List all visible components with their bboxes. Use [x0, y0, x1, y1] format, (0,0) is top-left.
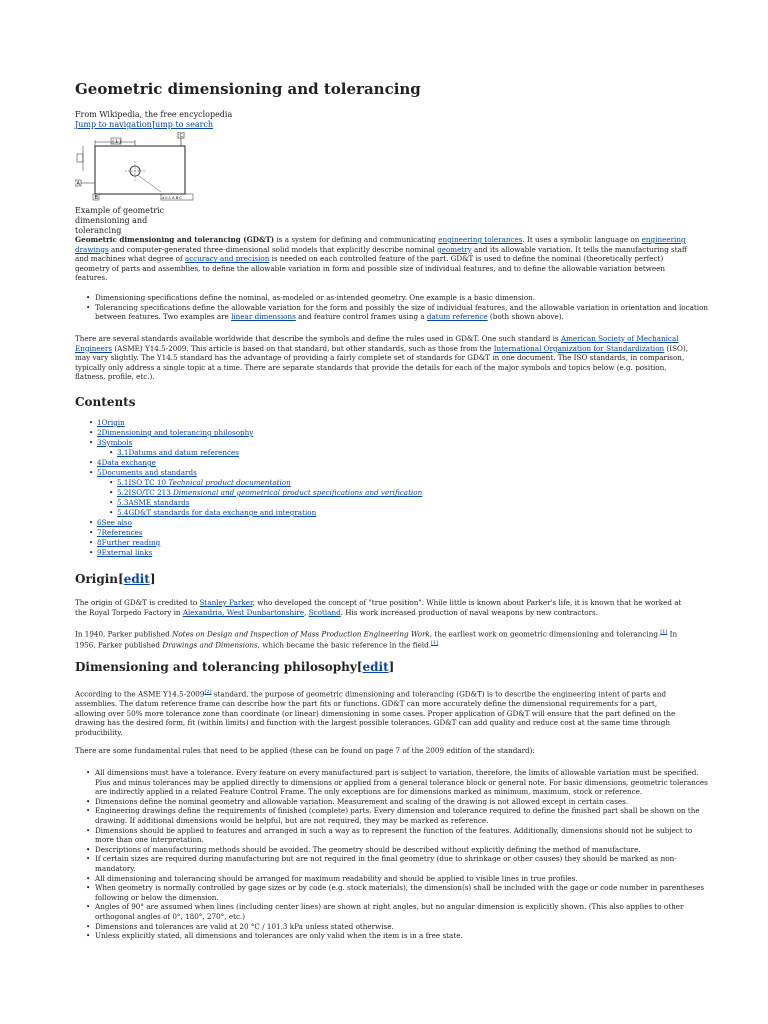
stanley-parker-link[interactable]: Stanley Parker: [199, 598, 253, 607]
reference-link[interactable]: [1]: [431, 639, 439, 646]
toc-item-symbols[interactable]: • 3Symbols: [91, 438, 422, 448]
list-item: • Engineering drawings define the requirements of finished (complete) parts. Every dimension and tolerance required to define the finished part shall be shown on the drawing. If additional dimensions would be helpful, but are not required, they may be marked as reference.: [95, 806, 710, 825]
philosophy-edit-link[interactable]: edit: [362, 660, 389, 674]
toc-item-asme-standards[interactable]: • 5.3ASME standards: [91, 498, 422, 508]
philosophy-paragraph-1: According to the ASME Y14.5-2009[2] standard, the purpose of geometric dimensioning and tolerancing (GD&T) is to describe the engineering intent of parts and assemblies. The datum reference frame can describe how the part fits or functions. GD&T can more accurately define the dimensional requirements for a part, allowing over 50% more tolerance zone than coordinate (or linear) dimensioning in some cases. Proper application of GD&T will ensure that the part defined on the drawing has the desired form, fit (within limits) and function with the largest possible tolerances. GD&T can add quality and reduce cost at the same time through producibility.: [75, 689, 676, 737]
origin-heading: Origin[edit]: [75, 572, 156, 586]
toc-item-see-also[interactable]: • 6See also: [91, 518, 422, 528]
geometry-link[interactable]: geometry: [437, 244, 472, 254]
fundamental-rules-list: [75, 768, 710, 941]
list-item: • Dimensions should be applied to features and arranged in such a way as to represent the function of the features. Additionally, dimensions should not be subject to more than one interpretation.: [95, 826, 710, 845]
datum-b-label: B: [94, 195, 98, 201]
intro-bold-term: Geometric dimensioning and tolerancing (GD&T): [75, 235, 275, 244]
engineering-tolerances-link[interactable]: engineering tolerances: [438, 235, 523, 244]
toc-item-origin[interactable]: • 1Origin: [91, 418, 422, 428]
intro-paragraph: [75, 235, 690, 283]
toc-item-gdt-data-exchange[interactable]: • 5.4GD&T standards for data exchange and integration: [91, 508, 422, 518]
jump-to-navigation-link[interactable]: Jump to navigation: [75, 120, 152, 129]
jump-links: [75, 120, 213, 129]
list-item: • Angles of 90° are assumed when lines (including center lines) are shown at right angles, but no angular dimension is explicitly shown. (This also applies to other orthogonal angles of 0°, 180°, 270°, etc.): [95, 902, 710, 921]
intro-text: and its allowable variation. It tells the manufacturing staff and machines what degree of: [75, 244, 687, 264]
list-item: • When geometry is normally controlled by gage sizes or by code (e.g. stock materials), the dimension(s) shall be included with the gage or code number in parentheses following or below the dimension.: [95, 883, 710, 902]
toc-item-documents-standards[interactable]: • 5Documents and standards: [91, 468, 422, 478]
datum-c-label: C: [179, 133, 183, 139]
list-item: • Descriptions of manufacturing methods should be avoided. The geometry should be described without explicitly defining the method of manufacture.: [95, 845, 710, 855]
reference-link[interactable]: [2]: [204, 689, 212, 695]
engineering-drawings-link[interactable]: engineering drawings: [75, 235, 686, 254]
origin-paragraph-2: In 1940, Parker published Notes on Design and Inspection of Mass Production Engineering Work, the earliest work on geometric dimensioning and tolerancing.[1] In 1956, Parker published Drawings and Dimensions, which became the basic reference in the field.[1]: [75, 629, 678, 650]
list-item: • All dimensions must have a tolerance. Every feature on every manufactured part is subject to variation, therefore, the limits of allowable variation must be specified. Plus and minus tolerances may be applied directly to dimensions or applied from a general tolerance block or general note. For basic dimensions, geometric tolerances are indirectly applied in a related Feature Control Frame. The only exceptions are for dimensions marked as minimum, maximum, stock or reference.: [95, 768, 710, 797]
datum-reference-link[interactable]: datum reference: [426, 312, 488, 322]
origin-edit-link[interactable]: edit: [123, 572, 150, 586]
reference-link[interactable]: [1]: [660, 629, 668, 635]
gdt-drawing-image: [75, 132, 195, 204]
intro-text: is a system for defining and communicating: [274, 235, 439, 244]
list-item: • All dimensioning and tolerancing should be arranged for maximum readability and should be applied to visible lines in true profiles.: [95, 874, 710, 884]
origin-heading-text: Origin: [75, 572, 119, 586]
toc-item-datums[interactable]: • 3.1Datums and datum references: [91, 448, 422, 458]
toc-item-references[interactable]: • 7References: [91, 528, 422, 538]
linear-dimensions-link[interactable]: linear dimensions: [231, 312, 296, 322]
dimension-box-label: [ 1 ]: [112, 139, 121, 144]
accuracy-precision-link[interactable]: accuracy and precision: [184, 254, 270, 264]
figure-caption: [75, 206, 195, 236]
feature-control-frame-label: ⌀ 0.1 A B C: [162, 196, 182, 200]
para-text: (ASME) Y14.5-2009. This article is based on that standard, but other standards, such as those from the: [112, 343, 494, 353]
para-text: There are several standards available worldwide that describe the symbols and define the rules used in GD&T. One such standard is: [75, 334, 561, 343]
toc-item-iso-tc213[interactable]: • 5.2ISO/TC 213 Dimensional and geometrical product specifications and verification: [91, 488, 422, 498]
origin-paragraph-1: The origin of GD&T is credited to Stanley Parker, who developed the concept of "true position". While little is known about Parker's life, it is known that he worked at the Royal Torpedo Factory in Alexandria, West Dunbartonshire, Scotland. His work increased production of naval weapons by new contractors.: [75, 598, 682, 617]
list-item: [95, 293, 710, 303]
toc-item-data-exchange[interactable]: • 4Data exchange: [91, 458, 422, 468]
intro-text: and computer-generated three-dimensional solid models that explicitly describe nominal: [108, 244, 438, 254]
bullet-text: Tolerancing specifications define the allowable variation for the form and possibly the size of individual features, and the allowable variation in orientation and location between features. Two examples are: [95, 302, 709, 322]
philosophy-heading-text: Dimensioning and tolerancing philosophy: [75, 660, 357, 674]
table-of-contents: [91, 418, 422, 558]
scotland-link[interactable]: Scotland: [308, 607, 341, 617]
intro-text: is needed on each controlled feature of the part. GD&T is used to define the nominal (theoretically perfect) geometry of parts and assemblies, to define the allowable variation in form and possible size of individual features, and to define the allowable variation between features.: [75, 254, 666, 283]
standards-paragraph: [75, 334, 690, 382]
bullet-text: Dimensioning specifications define the nominal, as-modeled or as-intended geometry. One example is a basic dimension.: [95, 293, 536, 302]
para-text: (ISO), may vary slightly. The Y14.5 standard has the advantage of providing a fairly complete set of standards for GD&T in one document. The ISO standards, in comparison, typically only address a single topic at a time. There are separate standards that provide the details for each of the major symbols and topics below (e.g. position, flatness, profile, etc.).: [75, 343, 689, 382]
list-item: • If certain sizes are required during manufacturing but are not required in the final geometry (due to shrinkage or other causes) they should be marked as non-mandatory.: [95, 854, 710, 873]
contents-heading: Contents: [75, 395, 136, 409]
gdt-example-figure[interactable]: [75, 132, 195, 208]
bullet-text: and feature control frames using a: [295, 312, 427, 322]
page-title: Geometric dimensioning and tolerancing: [75, 80, 421, 98]
list-item: • Unless explicitly stated, all dimensions and tolerances are only valid when the item is in a free state.: [95, 931, 710, 941]
list-item: • Dimensions define the nominal geometry and allowable variation. Measurement and scaling of the drawing is not allowed except in certain cases.: [95, 797, 710, 807]
figure-caption-line1: Example of geometric: [75, 206, 165, 215]
asme-link[interactable]: American Society of Mechanical Engineers: [75, 334, 679, 353]
list-item: [95, 303, 710, 322]
intro-bullet-list: [75, 293, 710, 322]
list-item: • Dimensions and tolerances are valid at 20 °C / 101.3 kPa unless stated otherwise.: [95, 922, 710, 932]
philosophy-paragraph-2: There are some fundamental rules that need to be applied (these can be found on page 7 of the 2009 edition of the standard):: [75, 746, 535, 755]
iso-link[interactable]: International Organization for Standardization: [493, 343, 665, 353]
alexandria-link[interactable]: Alexandria, West Dunbartonshire: [182, 607, 305, 617]
from-wikipedia: From Wikipedia, the free encyclopedia: [75, 110, 233, 119]
toc-item-further-reading[interactable]: • 8Further reading: [91, 538, 422, 548]
figure-caption-line2: dimensioning and tolerancing: [75, 216, 148, 235]
philosophy-heading: Dimensioning and tolerancing philosophy[edit]: [75, 660, 395, 674]
toc-item-external-links[interactable]: • 9External links: [91, 548, 422, 558]
intro-text: . It uses a symbolic language on: [522, 235, 642, 244]
bullet-text: (both shown above).: [487, 312, 564, 322]
toc-item-philosophy[interactable]: • 2Dimensioning and tolerancing philosophy: [91, 428, 422, 438]
datum-a-label: A: [76, 181, 80, 187]
toc-item-iso-tc10[interactable]: • 5.1ISO TC 10 Technical product documentation: [91, 478, 422, 488]
jump-to-search-link[interactable]: Jump to search: [151, 120, 214, 129]
